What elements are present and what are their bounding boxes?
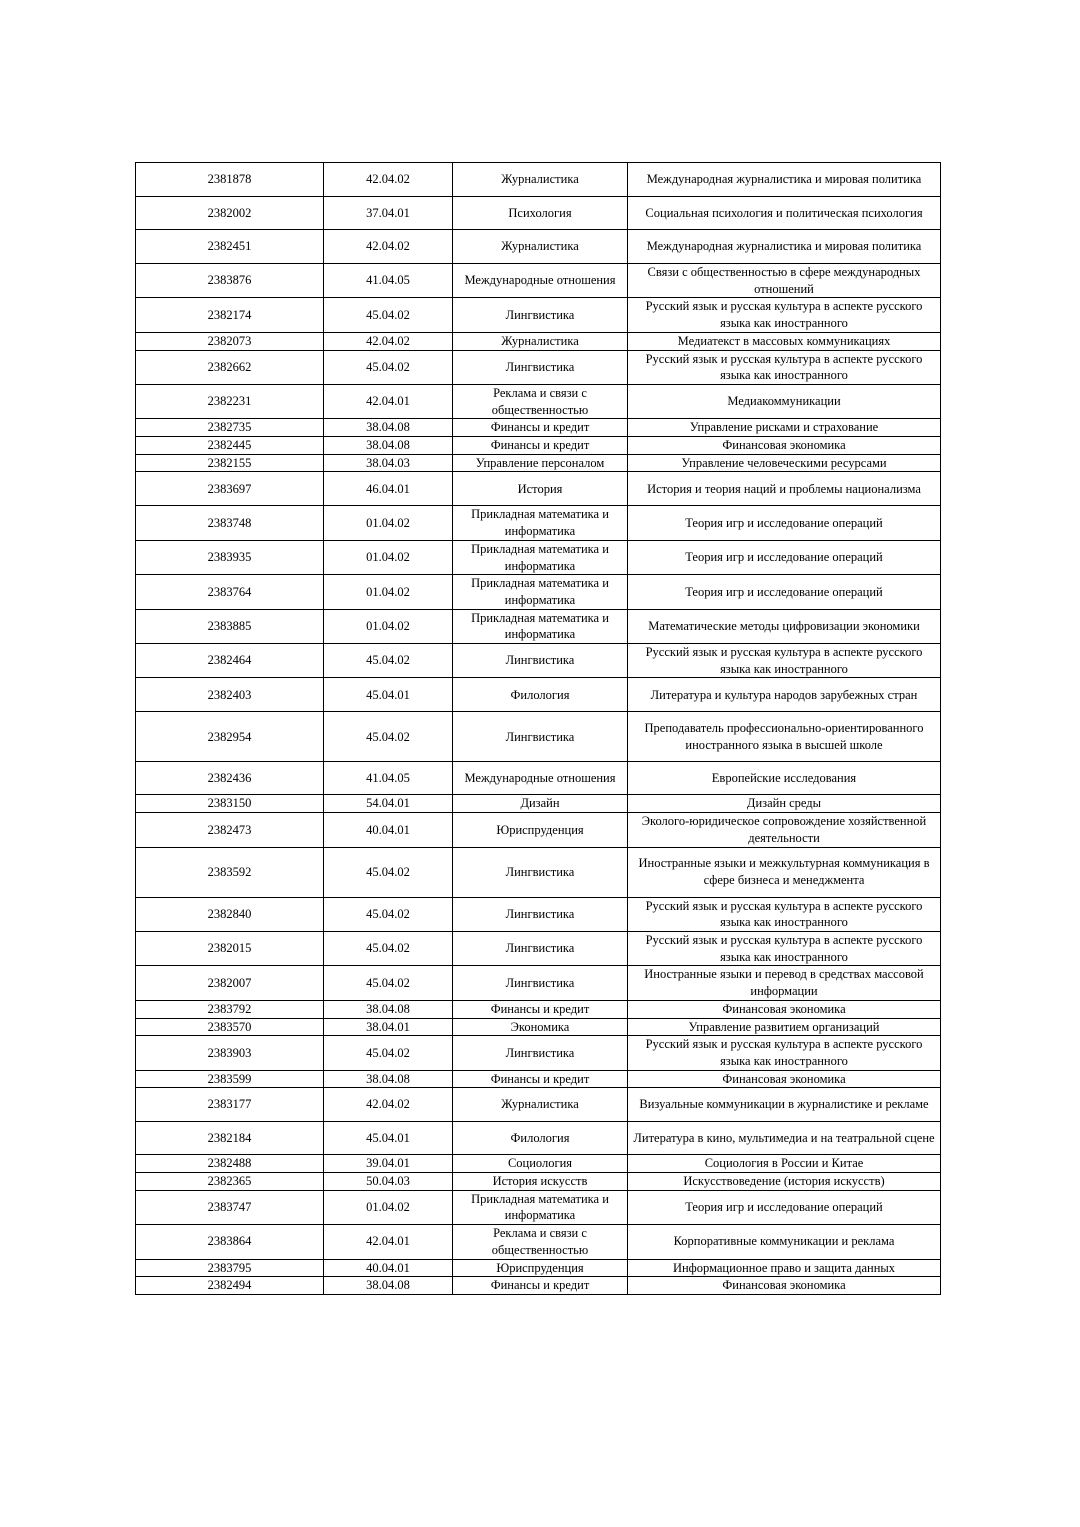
table-row [136, 1259, 941, 1277]
table-row [136, 1036, 941, 1070]
table-row [136, 472, 941, 506]
cell-id: 2382445 [136, 437, 324, 455]
cell-id: 2382403 [136, 678, 324, 712]
cell-direction: Филология [453, 1122, 628, 1155]
table-row [136, 1190, 941, 1224]
cell-program: Визуальные коммуникации в журналистике и рекламе [628, 1088, 941, 1122]
table-row [136, 1155, 941, 1173]
cell-program: Преподаватель профессионально-ориентированного иностранного языка в высшей школе [628, 712, 941, 762]
table-row [136, 966, 941, 1000]
cell-id: 2382494 [136, 1277, 324, 1295]
cell-id: 2382954 [136, 712, 324, 762]
cell-code: 38.04.08 [324, 1000, 453, 1018]
cell-id: 2382155 [136, 454, 324, 472]
cell-id: 2382840 [136, 897, 324, 931]
cell-program: Дизайн среды [628, 795, 941, 813]
cell-direction: Международные отношения [453, 762, 628, 795]
cell-direction: Прикладная математика и информатика [453, 540, 628, 574]
cell-code: 42.04.02 [324, 163, 453, 197]
table-row [136, 264, 941, 298]
table-row [136, 197, 941, 230]
table-row [136, 762, 941, 795]
table-row [136, 506, 941, 540]
cell-id: 2383747 [136, 1190, 324, 1224]
cell-code: 45.04.02 [324, 712, 453, 762]
table-row [136, 813, 941, 847]
cell-id: 2383592 [136, 847, 324, 897]
cell-direction: Экономика [453, 1018, 628, 1036]
cell-id: 2382002 [136, 197, 324, 230]
table-row [136, 795, 941, 813]
cell-program: Финансовая экономика [628, 437, 941, 455]
cell-direction: Психология [453, 197, 628, 230]
cell-code: 54.04.01 [324, 795, 453, 813]
cell-program: Теория игр и исследование операций [628, 506, 941, 540]
cell-program: Математические методы цифровизации экономики [628, 609, 941, 643]
cell-code: 40.04.01 [324, 1259, 453, 1277]
cell-id: 2382174 [136, 298, 324, 332]
cell-code: 01.04.02 [324, 540, 453, 574]
cell-code: 50.04.03 [324, 1173, 453, 1191]
cell-code: 45.04.01 [324, 678, 453, 712]
cell-direction: Управление персоналом [453, 454, 628, 472]
cell-code: 45.04.02 [324, 644, 453, 678]
cell-program: Европейские исследования [628, 762, 941, 795]
cell-direction: Реклама и связи с общественностью [453, 384, 628, 418]
cell-id: 2383795 [136, 1259, 324, 1277]
table-row [136, 298, 941, 332]
cell-program: Международная журналистика и мировая политика [628, 163, 941, 197]
cell-code: 41.04.05 [324, 762, 453, 795]
cell-direction: Финансы и кредит [453, 437, 628, 455]
cell-code: 01.04.02 [324, 506, 453, 540]
cell-program: Управление развитием организаций [628, 1018, 941, 1036]
cell-code: 37.04.01 [324, 197, 453, 230]
table-row [136, 1018, 941, 1036]
table-row [136, 163, 941, 197]
table-row [136, 1070, 941, 1088]
cell-direction: История [453, 472, 628, 506]
cell-program: Социология в России и Китае [628, 1155, 941, 1173]
cell-direction: Лингвистика [453, 931, 628, 965]
cell-direction: Прикладная математика и информатика [453, 1190, 628, 1224]
table-row [136, 712, 941, 762]
cell-id: 2382473 [136, 813, 324, 847]
cell-id: 2383764 [136, 575, 324, 609]
cell-program: Финансовая экономика [628, 1070, 941, 1088]
table-row [136, 1173, 941, 1191]
cell-program: Русский язык и русская культура в аспекте русского языка как иностранного [628, 897, 941, 931]
cell-id: 2382365 [136, 1173, 324, 1191]
table-row [136, 1088, 941, 1122]
table-row [136, 931, 941, 965]
cell-program: Эколого-юридическое сопровождение хозяйственной деятельности [628, 813, 941, 847]
cell-program: Финансовая экономика [628, 1277, 941, 1295]
table-row [136, 1277, 941, 1295]
cell-direction: Лингвистика [453, 847, 628, 897]
cell-code: 42.04.02 [324, 1088, 453, 1122]
cell-program: История и теория наций и проблемы национализма [628, 472, 941, 506]
cell-code: 38.04.03 [324, 454, 453, 472]
cell-direction: Реклама и связи с общественностью [453, 1225, 628, 1259]
cell-code: 38.04.08 [324, 1070, 453, 1088]
table-row [136, 437, 941, 455]
cell-program: Русский язык и русская культура в аспекте русского языка как иностранного [628, 298, 941, 332]
cell-direction: Прикладная математика и информатика [453, 575, 628, 609]
cell-direction: Финансы и кредит [453, 419, 628, 437]
cell-id: 2383748 [136, 506, 324, 540]
table-row [136, 454, 941, 472]
table-row [136, 230, 941, 264]
cell-direction: Журналистика [453, 1088, 628, 1122]
cell-id: 2383792 [136, 1000, 324, 1018]
cell-direction: Юриспруденция [453, 813, 628, 847]
cell-code: 42.04.02 [324, 230, 453, 264]
table-row [136, 384, 941, 418]
cell-program: Литература и культура народов зарубежных стран [628, 678, 941, 712]
cell-direction: Международные отношения [453, 264, 628, 298]
cell-id: 2382735 [136, 419, 324, 437]
table-row [136, 540, 941, 574]
cell-program: Финансовая экономика [628, 1000, 941, 1018]
cell-direction: Прикладная математика и информатика [453, 609, 628, 643]
cell-direction: Финансы и кредит [453, 1277, 628, 1295]
table-row [136, 678, 941, 712]
cell-id: 2383885 [136, 609, 324, 643]
cell-direction: Лингвистика [453, 897, 628, 931]
cell-direction: Лингвистика [453, 1036, 628, 1070]
cell-direction: Журналистика [453, 332, 628, 350]
table-row [136, 1122, 941, 1155]
cell-code: 42.04.02 [324, 332, 453, 350]
table-row [136, 897, 941, 931]
cell-id: 2383697 [136, 472, 324, 506]
cell-id: 2383876 [136, 264, 324, 298]
cell-id: 2383864 [136, 1225, 324, 1259]
cell-code: 40.04.01 [324, 813, 453, 847]
cell-program: Информационное право и защита данных [628, 1259, 941, 1277]
cell-direction: Филология [453, 678, 628, 712]
cell-id: 2382488 [136, 1155, 324, 1173]
cell-direction: Прикладная математика и информатика [453, 506, 628, 540]
cell-id: 2383935 [136, 540, 324, 574]
cell-code: 45.04.02 [324, 298, 453, 332]
cell-direction: Лингвистика [453, 712, 628, 762]
table-row [136, 609, 941, 643]
cell-direction: Дизайн [453, 795, 628, 813]
cell-id: 2382184 [136, 1122, 324, 1155]
cell-code: 38.04.08 [324, 437, 453, 455]
table-row [136, 350, 941, 384]
cell-direction: Финансы и кредит [453, 1000, 628, 1018]
cell-code: 42.04.01 [324, 384, 453, 418]
cell-direction: Финансы и кредит [453, 1070, 628, 1088]
cell-program: Иностранные языки и межкультурная коммуникация в сфере бизнеса и менеджмента [628, 847, 941, 897]
cell-id: 2381878 [136, 163, 324, 197]
programs-table [135, 162, 941, 1295]
cell-direction: Лингвистика [453, 298, 628, 332]
table-row [136, 419, 941, 437]
cell-code: 41.04.05 [324, 264, 453, 298]
cell-id: 2382464 [136, 644, 324, 678]
cell-code: 45.04.02 [324, 897, 453, 931]
cell-id: 2382436 [136, 762, 324, 795]
cell-code: 01.04.02 [324, 1190, 453, 1224]
cell-code: 38.04.01 [324, 1018, 453, 1036]
cell-id: 2383903 [136, 1036, 324, 1070]
cell-direction: Журналистика [453, 163, 628, 197]
cell-id: 2382451 [136, 230, 324, 264]
table-body [136, 163, 941, 1295]
cell-id: 2383570 [136, 1018, 324, 1036]
cell-code: 01.04.02 [324, 575, 453, 609]
table-row [136, 1000, 941, 1018]
cell-program: Литература в кино, мультимедиа и на театральной сцене [628, 1122, 941, 1155]
cell-program: Теория игр и исследование операций [628, 575, 941, 609]
cell-program: Иностранные языки и перевод в средствах массовой информации [628, 966, 941, 1000]
cell-direction: История искусств [453, 1173, 628, 1191]
cell-program: Теория игр и исследование операций [628, 540, 941, 574]
cell-code: 42.04.01 [324, 1225, 453, 1259]
cell-code: 39.04.01 [324, 1155, 453, 1173]
cell-code: 45.04.02 [324, 1036, 453, 1070]
cell-id: 2382662 [136, 350, 324, 384]
cell-code: 45.04.02 [324, 966, 453, 1000]
cell-code: 45.04.02 [324, 931, 453, 965]
cell-code: 01.04.02 [324, 609, 453, 643]
table-row [136, 1225, 941, 1259]
cell-direction: Юриспруденция [453, 1259, 628, 1277]
cell-id: 2383599 [136, 1070, 324, 1088]
cell-code: 46.04.01 [324, 472, 453, 506]
table-row [136, 847, 941, 897]
cell-program: Русский язык и русская культура в аспекте русского языка как иностранного [628, 350, 941, 384]
cell-id: 2382007 [136, 966, 324, 1000]
cell-code: 38.04.08 [324, 1277, 453, 1295]
cell-direction: Социология [453, 1155, 628, 1173]
cell-program: Связи с общественностью в сфере международных отношений [628, 264, 941, 298]
cell-id: 2383150 [136, 795, 324, 813]
cell-program: Управление человеческими ресурсами [628, 454, 941, 472]
cell-program: Управление рисками и страхование [628, 419, 941, 437]
cell-program: Теория игр и исследование операций [628, 1190, 941, 1224]
cell-code: 38.04.08 [324, 419, 453, 437]
cell-id: 2383177 [136, 1088, 324, 1122]
cell-code: 45.04.01 [324, 1122, 453, 1155]
cell-program: Русский язык и русская культура в аспекте русского языка как иностранного [628, 644, 941, 678]
cell-id: 2382073 [136, 332, 324, 350]
cell-program: Искусствоведение (история искусств) [628, 1173, 941, 1191]
cell-code: 45.04.02 [324, 350, 453, 384]
table-row [136, 644, 941, 678]
cell-program: Русский язык и русская культура в аспекте русского языка как иностранного [628, 931, 941, 965]
cell-program: Русский язык и русская культура в аспекте русского языка как иностранного [628, 1036, 941, 1070]
cell-program: Социальная психология и политическая психология [628, 197, 941, 230]
cell-program: Медиакоммуникации [628, 384, 941, 418]
table-row [136, 575, 941, 609]
cell-direction: Лингвистика [453, 966, 628, 1000]
cell-program: Медиатекст в массовых коммуникациях [628, 332, 941, 350]
cell-program: Корпоративные коммуникации и реклама [628, 1225, 941, 1259]
document-page [135, 162, 940, 1295]
cell-direction: Журналистика [453, 230, 628, 264]
cell-direction: Лингвистика [453, 644, 628, 678]
table-row [136, 332, 941, 350]
cell-id: 2382015 [136, 931, 324, 965]
cell-code: 45.04.02 [324, 847, 453, 897]
cell-program: Международная журналистика и мировая политика [628, 230, 941, 264]
cell-direction: Лингвистика [453, 350, 628, 384]
cell-id: 2382231 [136, 384, 324, 418]
